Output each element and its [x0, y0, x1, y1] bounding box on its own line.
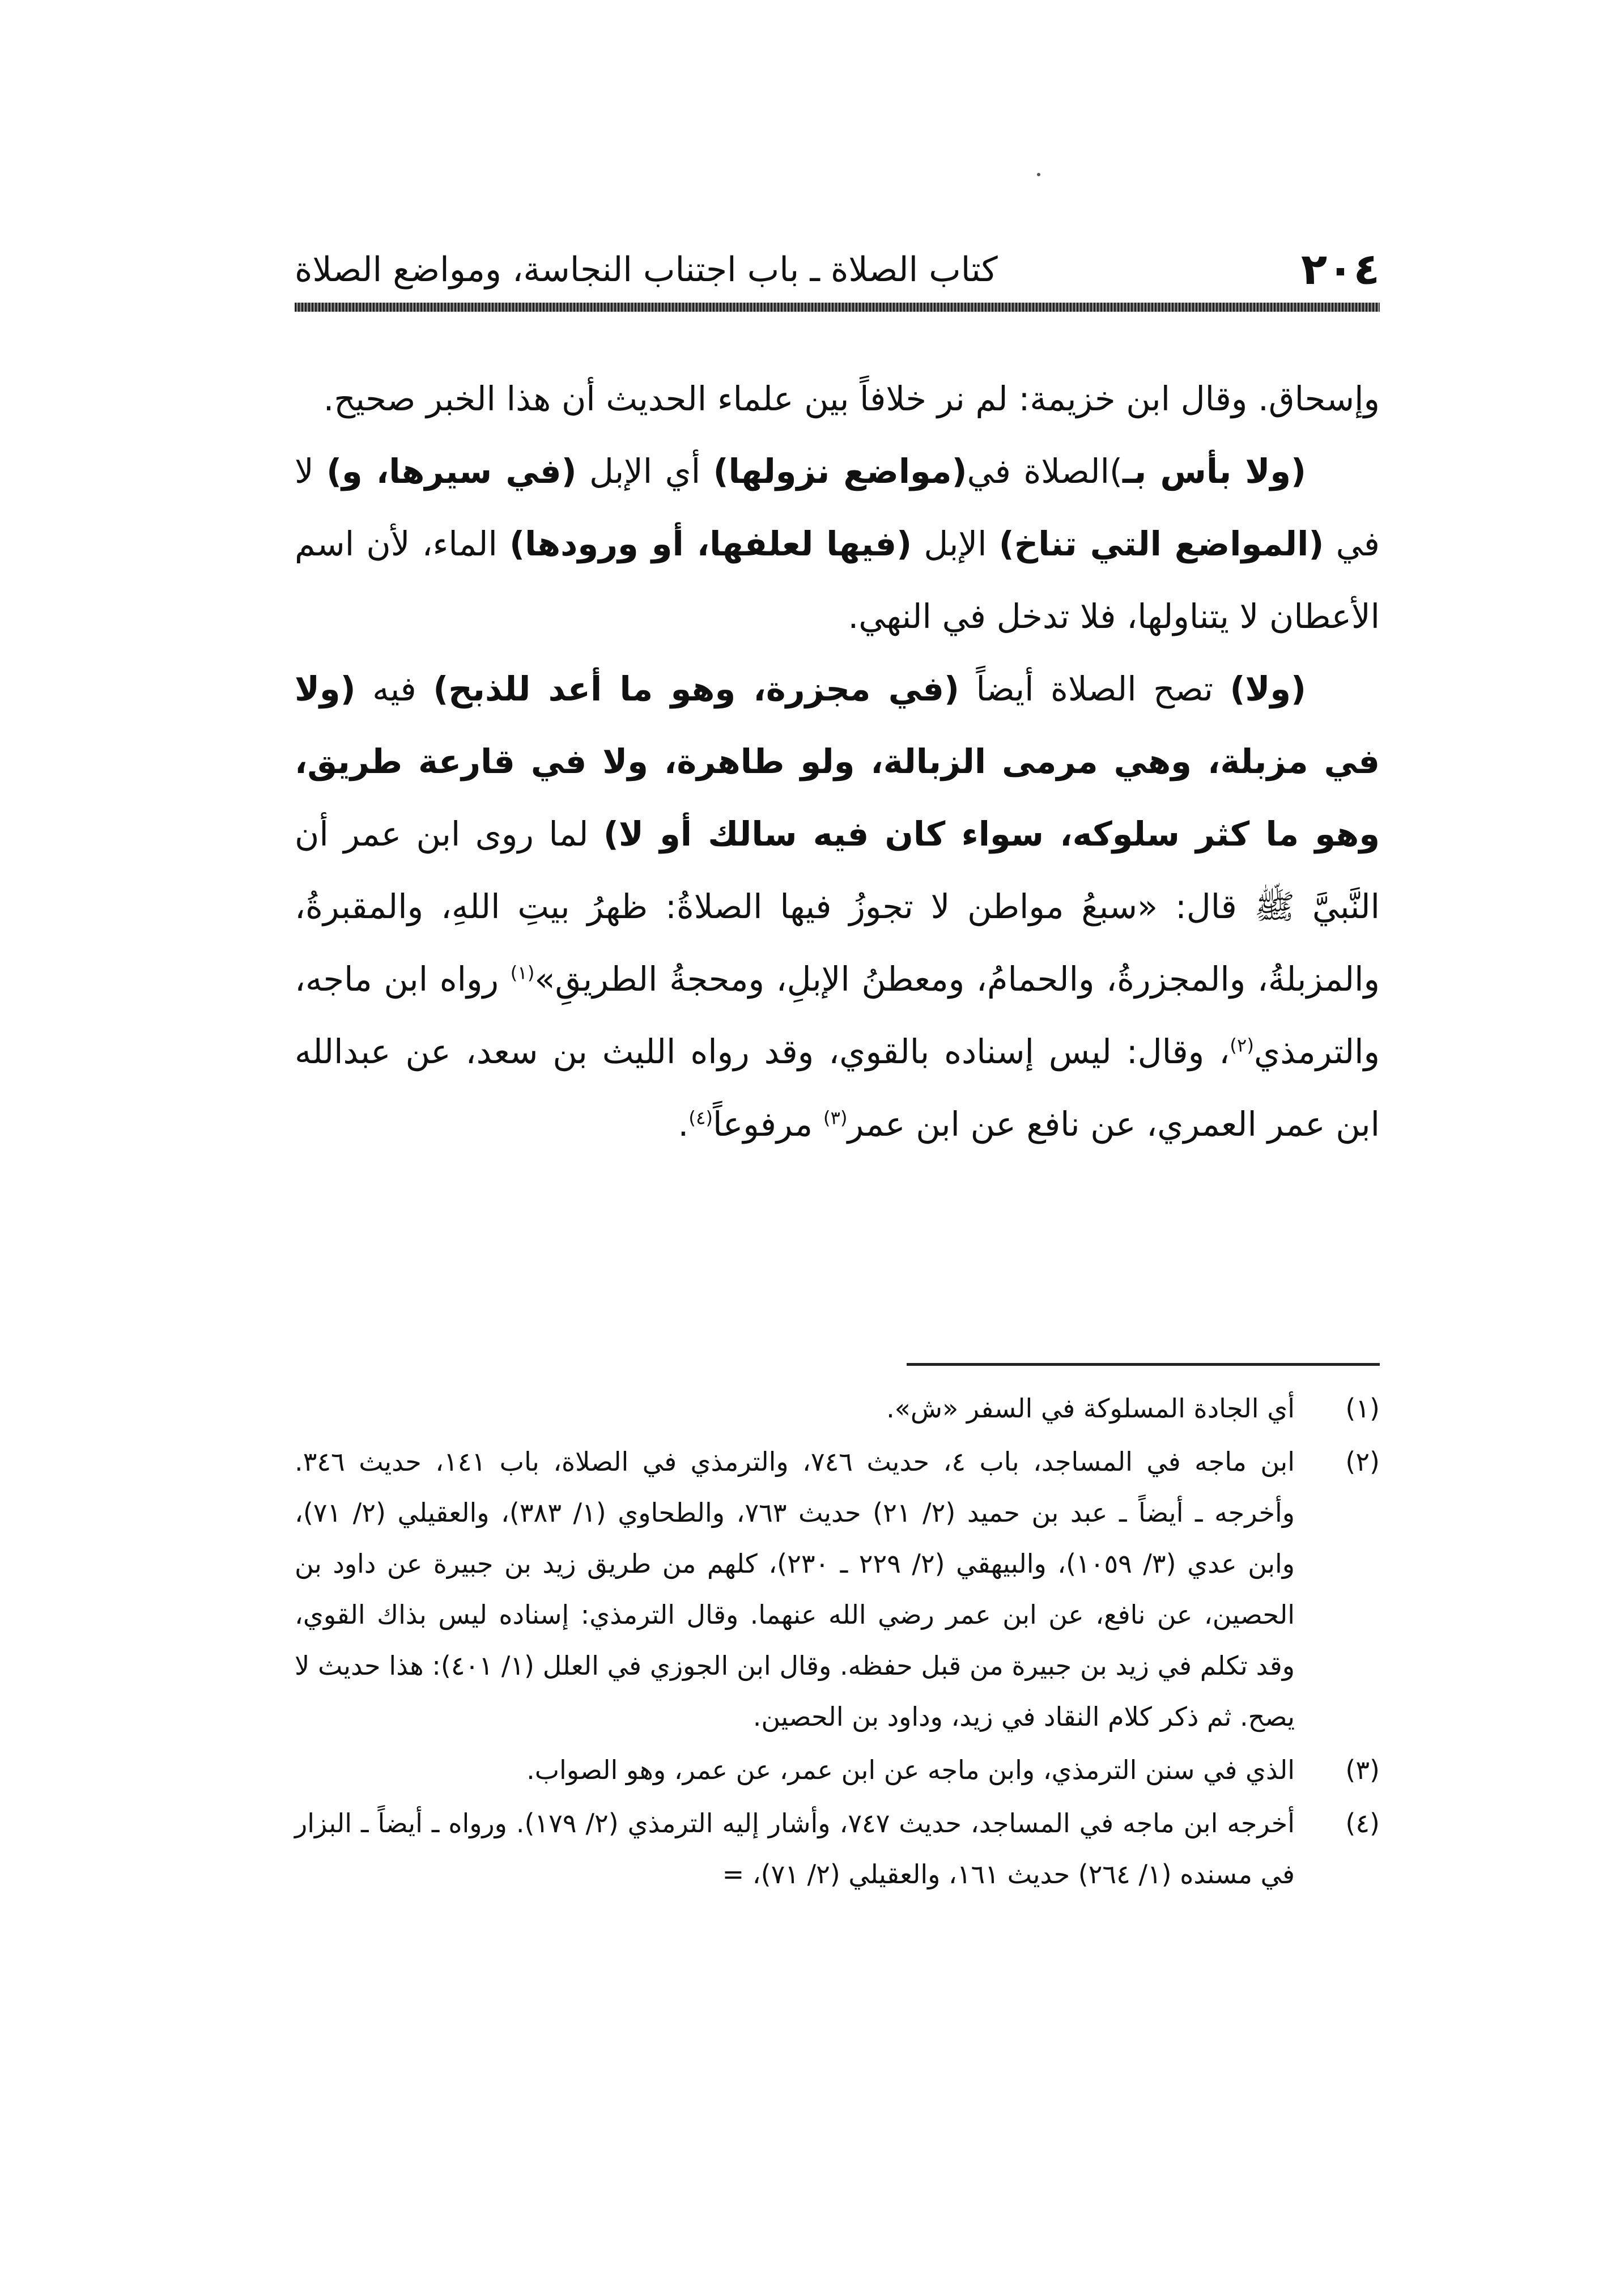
matn-text: (المواضع التي تناخ) [998, 524, 1324, 563]
commentary-text: لما روى ابن عمر أن النَّبيَّ ﷺ قال: «سبعُ مواطن لا تجوزُ فيها الصلاةُ: ظهرُ بيتِ اللهِ، والمقبرةُ، والمزبلةُ، والمجزرةُ، والحمامُ، ومعطنُ الإبلِ، ومحجةُ الطريقِ» [295, 814, 1380, 999]
footnote-4 [295, 1798, 1380, 1900]
footnote-ref-3[interactable]: (٣) [823, 1107, 848, 1129]
main-text [295, 363, 1380, 1161]
footnote-2 [295, 1436, 1380, 1742]
footnote-ref-4[interactable]: (٤) [688, 1107, 713, 1129]
commentary-text: الماء، لأن اسم الأعطان لا يتناولها، فلا تدخل في النهي. [295, 524, 1380, 636]
footnote-text: أخرجه ابن ماجه في المساجد، حديث ٧٤٧، وأشار إليه الترمذي (٢/ ١٧٩). ورواه ـ أيضاً ـ البزار في مسنده (١/ ٢٦٤) حديث ١٦١، والعقيلي (٢/ ٧١)، = [295, 1808, 1295, 1889]
commentary-text: رواه ابن ماجه، والترمذي [295, 959, 1380, 1071]
commentary-text: مرفوعاً [713, 1105, 823, 1144]
matn-text: (فيها لعلفها، أو ورودها) [509, 524, 912, 563]
matn-text: (ولا بأس بـ [1123, 452, 1306, 491]
paragraph-2 [295, 435, 1380, 653]
footnote-number: (٣) [1345, 1755, 1380, 1785]
footnote-ref-2[interactable]: (٢) [1230, 1034, 1255, 1056]
footnote-text: أي الجادة المسلوكة في السفر «ش». [886, 1393, 1295, 1424]
matn-text: (في مجزرة، وهو ما أعد للذبح) [433, 669, 960, 708]
running-head: كتاب الصلاة ـ باب اجتناب النجاسة، ومواضع الصلاة [295, 250, 998, 290]
footnote-number: (٢) [1345, 1446, 1380, 1477]
footnotes [295, 1383, 1380, 1902]
page-header [295, 238, 1380, 300]
commentary-text: . [678, 1105, 689, 1144]
footnote-1 [295, 1383, 1380, 1434]
commentary-text: الإبل [912, 524, 999, 563]
matn-text: (مواضع نزولها) [713, 452, 967, 491]
paragraph-3 [295, 653, 1380, 1161]
footnote-3 [295, 1744, 1380, 1795]
paragraph-1: وإسحاق. وقال ابن خزيمة: لم نر خلافاً بين علماء الحديث أن هذا الخبر صحيح. [323, 379, 1380, 418]
footnote-text: ابن ماجه في المساجد، باب ٤، حديث ٧٤٦، والترمذي في الصلاة، باب ١٤١، حديث ٣٤٦. وأخرجه ـ أيضاً ـ عبد بن حميد (٢/ ٢١) حديث ٧٦٣، والطحاوي (١/ ٣٨٣)، والعقيلي (٢/ ٧١)، وابن عدي (٣/ ١٠٥٩)، والبيهقي (٢/ ٢٢٩ ـ ٢٣٠)، كلهم من طريق زيد بن جبيرة عن داود بن الحصين، عن نافع، عن ابن عمر رضي الله عنهما. وقال الترمذي: إسناده ليس بذاك القوي، وقد تكلم في زيد بن جبيرة من قبل حفظه. وقال ابن الجوزي في العلل (١/ ٤٠١): هذا حديث لا يصح. ثم ذكر كلام النقاد في زيد، وداود بن الحصين. [295, 1446, 1295, 1732]
page-number: ٢٠٤ [1300, 244, 1380, 294]
matn-text: (ولا في مزبلة، وهي مرمى الزبالة، ولو طاهرة، ولا في قارعة طريق، وهو ما كثر سلوكه، سواء كان فيه سالك أو لا) [295, 669, 1380, 853]
commentary-text: فيه [355, 669, 433, 708]
commentary-text: )الصلاة في [967, 452, 1123, 491]
commentary-text: لا في [295, 452, 1380, 563]
matn-text: (في سيرها، و) [326, 452, 577, 491]
commentary-text: أي الإبل [576, 452, 713, 491]
footnote-text: الذي في سنن الترمذي، وابن ماجه عن ابن عمر، عن عمر، وهو الصواب. [526, 1755, 1295, 1785]
footnote-ref-1[interactable]: (١) [510, 962, 535, 984]
footnote-number: (١) [1345, 1393, 1380, 1424]
commentary-text: تصح الصلاة أيضاً [959, 669, 1230, 708]
footnote-number: (٤) [1345, 1808, 1380, 1838]
matn-text: (ولا) [1230, 669, 1306, 708]
footnote-separator [907, 1363, 1380, 1366]
commentary-text: ، وقال: ليس إسناده بالقوي، وقد رواه الليث بن سعد، عن عبدالله ابن عمر العمري، عن نافع عن ابن عمر [295, 1032, 1380, 1144]
scan-speck [1037, 173, 1040, 176]
header-rule [295, 303, 1380, 312]
